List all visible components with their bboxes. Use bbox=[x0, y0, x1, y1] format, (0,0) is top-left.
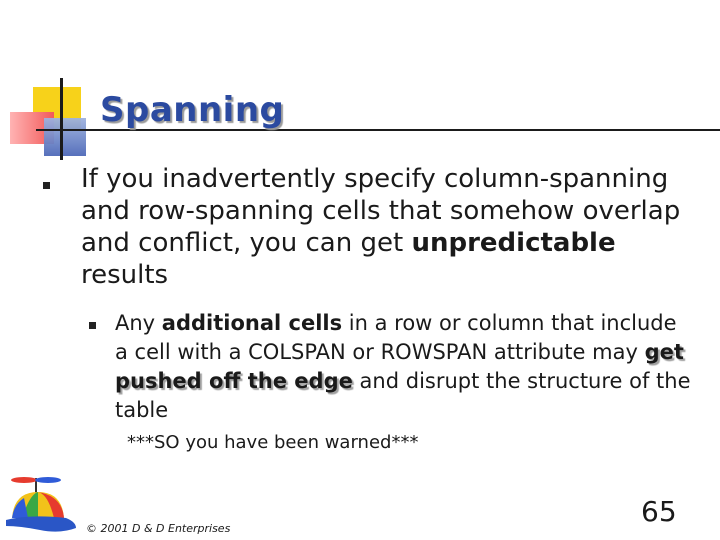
decor-vertical-line bbox=[60, 78, 63, 160]
bullet-square-icon bbox=[43, 182, 50, 189]
bullet-main bbox=[81, 163, 681, 291]
bullet-sub bbox=[115, 309, 695, 425]
propeller-cap-icon bbox=[0, 474, 80, 540]
bullet-main-emphasis: unpredictable bbox=[411, 228, 616, 258]
sub-bullet-square-icon bbox=[89, 322, 96, 329]
slide-title: Spanning bbox=[100, 90, 285, 130]
bullet-sub-text-2: in a row or column that include a cell with a COLSPAN or ROWSPAN attribute may bbox=[115, 311, 677, 364]
bullet-main-text: If you inadvertently specify column-spanning and row-spanning cells that somehow overlap and conflict, you can get bbox=[81, 164, 681, 258]
warning-note: ***SO you have been warned*** bbox=[127, 432, 419, 453]
bullet-main-tail: results bbox=[81, 260, 169, 290]
bullet-sub-emphasis: additional cells bbox=[161, 311, 343, 335]
page-number: 65 bbox=[641, 495, 677, 528]
footer-copyright: © 2001 D & D Enterprises bbox=[86, 522, 231, 535]
bullet-sub-text-3: and disrupt the structure of the table bbox=[115, 369, 691, 422]
bullet-sub-shadow-emphasis: get pushed off the edge bbox=[115, 340, 684, 393]
decor-blue-square bbox=[44, 118, 86, 156]
bullet-sub-text-1: Any bbox=[115, 311, 162, 335]
